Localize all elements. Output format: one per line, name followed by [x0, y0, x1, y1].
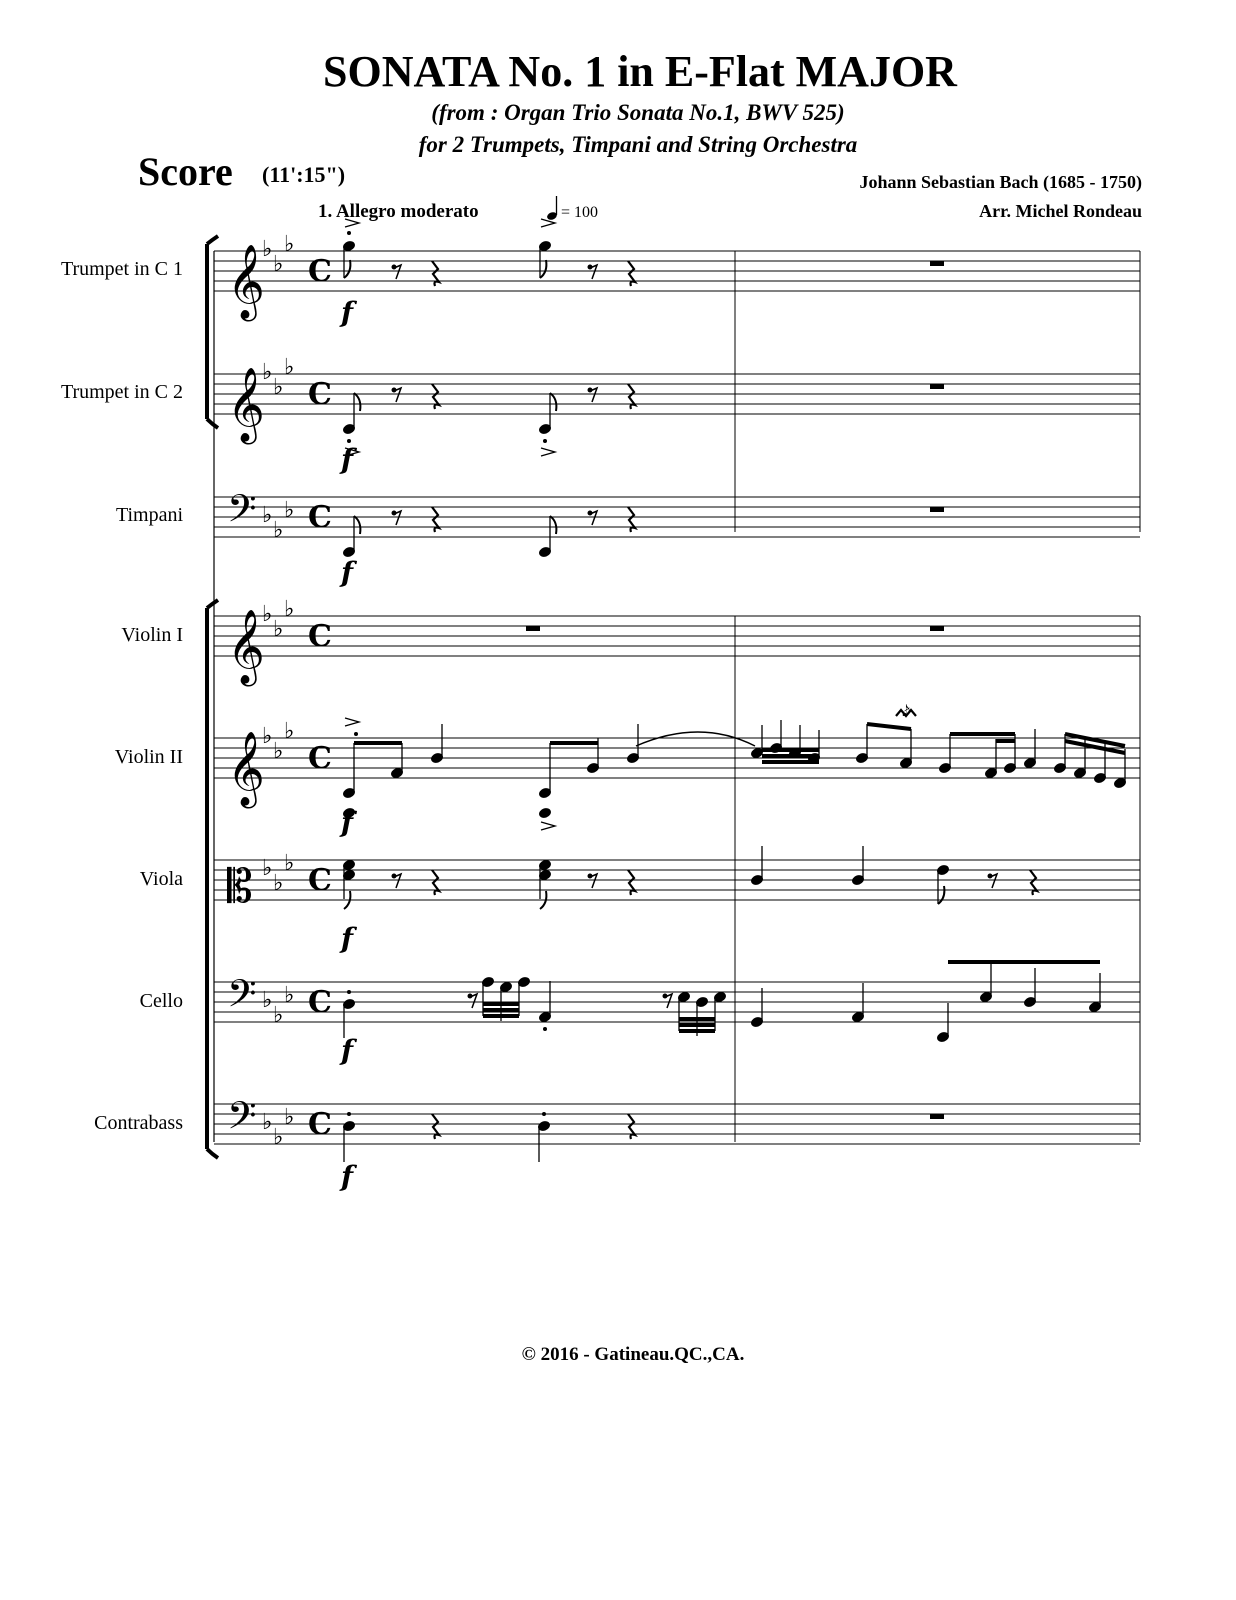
note-flag: [354, 393, 360, 411]
note-flag: [540, 260, 546, 278]
metronome-value: = 100: [561, 204, 599, 221]
flat-icon: ♭: [284, 597, 295, 622]
flat-icon: ♭: [273, 739, 284, 764]
treble-clef-icon: 𝄞: [227, 368, 265, 442]
common-time-icon: C: [308, 985, 332, 1020]
common-time-icon: C: [308, 741, 332, 776]
treble-clef-icon: 𝄞: [227, 732, 265, 806]
score-title: SONATA No. 1 in E-Flat MAJOR: [323, 47, 957, 96]
flat-icon: ♭: [284, 1105, 295, 1130]
whole-rest-icon: [930, 1114, 944, 1119]
eighth-rest-icon: [470, 994, 477, 1008]
eighth-rest-icon: [590, 874, 597, 888]
note-flag: [354, 516, 360, 534]
dynamic-forte: f: [341, 296, 354, 329]
flat-icon: ♭: [284, 498, 295, 523]
flat-icon: ♭: [273, 1125, 284, 1150]
note-flag: [550, 516, 556, 534]
composer-credit: Johann Sebastian Bach (1685 - 1750): [859, 172, 1142, 192]
instrument-label-trumpet-1: Trumpet in C 1: [60, 258, 183, 280]
common-time-icon: C: [308, 500, 332, 535]
flat-icon: ♭: [262, 856, 273, 881]
instrument-label-viola: Viola: [139, 868, 183, 890]
quarter-rest-icon: [432, 870, 439, 895]
quarter-rest-icon: [432, 507, 439, 532]
alto-clef-icon: 𝄡: [227, 859, 253, 913]
mordent-icon: 𝆔: [902, 694, 911, 722]
note-flag: [938, 886, 944, 904]
instrument-label-trumpet-2: Trumpet in C 2: [60, 381, 183, 403]
whole-rest-icon: [526, 626, 540, 631]
staccato-dot: [354, 732, 358, 736]
whole-rest-icon: [930, 507, 944, 512]
tempo-note-icon: [546, 196, 558, 221]
quarter-rest-icon: [628, 384, 635, 409]
instrument-label-violin-2: Violin II: [114, 746, 183, 768]
quarter-rest-icon: [432, 261, 439, 286]
barlines: [214, 251, 1140, 1142]
staff-lines: [214, 251, 1140, 1144]
eighth-rest-icon: [394, 388, 401, 402]
note-flag: [344, 260, 350, 278]
bass-clef-icon: 𝄢: [227, 971, 257, 1025]
whole-rest-icon: [930, 261, 944, 266]
flat-icon: ♭: [262, 503, 273, 528]
flat-icon: ♭: [262, 237, 273, 262]
flat-icon: ♭: [284, 232, 295, 257]
staccato-dot: [347, 231, 351, 235]
accent-icon: [345, 718, 359, 726]
tempo-marking: 1. Allegro moderato: [318, 201, 479, 222]
eighth-rest-icon: [394, 511, 401, 525]
bass-clef-icon: 𝄢: [227, 486, 257, 540]
score-duration: (11':15"): [262, 162, 346, 187]
flat-icon: ♭: [273, 1003, 284, 1028]
score-subtitle-instrumentation: for 2 Trumpets, Timpani and String Orchestra: [418, 132, 858, 157]
bass-clef-icon: 𝄢: [227, 1093, 257, 1147]
dynamic-forte: f: [341, 1160, 354, 1193]
flat-icon: ♭: [273, 252, 284, 277]
instrument-label-contrabass: Contrabass: [94, 1112, 183, 1134]
eighth-rest-icon: [590, 265, 597, 279]
accent-icon: [541, 219, 555, 227]
flat-icon: ♭: [262, 988, 273, 1013]
eighth-rest-icon: [590, 388, 597, 402]
score-label: Score: [138, 149, 233, 194]
treble-clef-icon: 𝄞: [227, 610, 265, 684]
notation: [339, 219, 1127, 1193]
dynamic-forte: f: [341, 443, 354, 476]
flat-icon: ♭: [284, 851, 295, 876]
eighth-rest-icon: [590, 511, 597, 525]
staccato-dot: [347, 990, 351, 994]
accent-icon: [345, 219, 359, 227]
whole-rest-icon: [930, 626, 944, 631]
eighth-rest-icon: [665, 994, 672, 1008]
quarter-rest-icon: [628, 1114, 635, 1139]
eighth-rest-icon: [394, 265, 401, 279]
dynamic-forte: f: [341, 806, 354, 839]
flat-icon: ♭: [273, 617, 284, 642]
whole-rest-icon: [930, 384, 944, 389]
common-time-icon: C: [308, 377, 332, 412]
flat-icon: ♭: [262, 724, 273, 749]
accent-icon: [541, 822, 555, 830]
notehead: [538, 807, 551, 818]
common-time-icon: C: [308, 619, 332, 654]
score-subtitle-source: (from : Organ Trio Sonata No.1, BWV 525): [431, 100, 845, 125]
staccato-dot: [543, 439, 547, 443]
eighth-rest-icon: [990, 874, 997, 888]
quarter-rest-icon: [1030, 870, 1037, 895]
quarter-rest-icon: [432, 384, 439, 409]
flat-icon: ♭: [262, 360, 273, 385]
flat-icon: ♭: [284, 983, 295, 1008]
copyright-notice: © 2016 - Gatineau.QC.,CA.: [521, 1344, 745, 1365]
clefs-and-signatures: [227, 232, 332, 1150]
common-time-icon: C: [308, 863, 332, 898]
dynamic-forte: f: [341, 1034, 354, 1067]
note-beam: [867, 724, 911, 729]
quarter-rest-icon: [628, 261, 635, 286]
treble-clef-icon: 𝄞: [227, 245, 265, 319]
eighth-rest-icon: [394, 874, 401, 888]
flat-icon: ♭: [284, 719, 295, 744]
quarter-rest-icon: [432, 1114, 439, 1139]
flat-icon: ♭: [262, 602, 273, 627]
common-time-icon: C: [308, 1107, 332, 1142]
common-time-icon: C: [308, 254, 332, 289]
dynamic-forte: f: [341, 922, 354, 955]
staccato-dot: [542, 1112, 546, 1116]
flat-icon: ♭: [284, 355, 295, 380]
flat-icon: ♭: [273, 375, 284, 400]
flat-icon: ♭: [273, 518, 284, 543]
staccato-dot: [543, 1027, 547, 1031]
dynamic-forte: f: [341, 556, 354, 589]
instrument-label-timpani: Timpani: [115, 504, 183, 526]
quarter-rest-icon: [628, 507, 635, 532]
instrument-label-violin-1: Violin I: [121, 624, 183, 646]
note-flag: [550, 393, 556, 411]
flat-icon: ♭: [262, 1110, 273, 1135]
accent-icon: [541, 448, 555, 456]
slur: [636, 732, 755, 746]
flat-icon: ♭: [273, 871, 284, 896]
quarter-rest-icon: [628, 870, 635, 895]
staccato-dot: [347, 1112, 351, 1116]
instrument-label-cello: Cello: [139, 990, 183, 1012]
arranger-credit: Arr. Michel Rondeau: [979, 201, 1142, 221]
